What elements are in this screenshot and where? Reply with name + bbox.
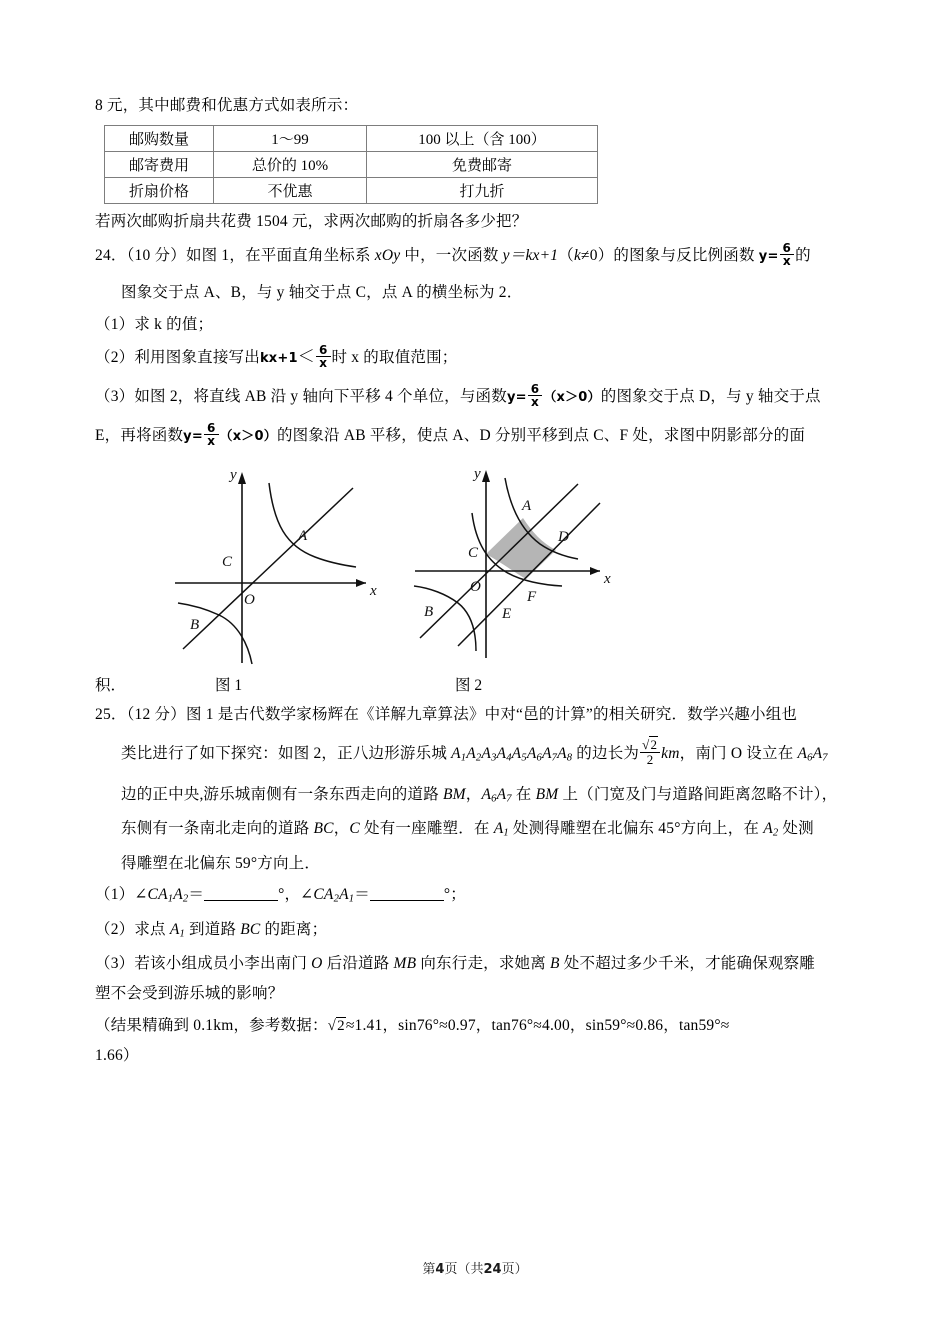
q24-number: 24． <box>95 247 127 264</box>
figure-captions <box>95 673 865 699</box>
q24-sub2-pre: （2）利用图象直接写出 <box>95 349 260 366</box>
table-cell-shipping-label: 邮寄费用 <box>105 152 214 178</box>
fig2-y-arrow-icon <box>482 470 490 482</box>
q24-sub3-l2-y-equals: y= <box>183 429 203 444</box>
fig2-label-b: B <box>424 604 434 620</box>
q25-sub2-point-a1: $A_1$ <box>169 920 185 940</box>
fig2-shaded-region <box>486 518 556 579</box>
q24-sub3-condition: （x＞0） <box>543 390 601 405</box>
answer-blank-1[interactable] <box>204 886 278 901</box>
figure-1-caption: 图 1 <box>215 677 243 694</box>
fig1-line-ab <box>183 488 353 649</box>
fig2-label-origin: O <box>470 579 481 595</box>
carryover-line: 8 元，其中邮费和优惠方式如表所示： <box>95 97 359 114</box>
fig1-label-c: C <box>222 554 233 570</box>
q24-stem-line1 <box>95 242 865 270</box>
table-cell-shipping-range1: 总价的 10% <box>214 152 367 178</box>
q25-note-pre: （结果精确到 0.1km，参考数据： <box>95 1017 328 1035</box>
q25-sub2-road-bc: BC <box>240 920 261 938</box>
q25-fraction-sqrt2-over-2 <box>640 738 660 766</box>
q24-sub3-line3: 积． <box>95 677 127 694</box>
fig1-label-y: y <box>230 467 237 483</box>
table-cell-quantity-label: 邮购数量 <box>105 126 214 152</box>
fig2-label-e: E <box>502 606 512 622</box>
answer-blank-2[interactable] <box>370 886 444 901</box>
q25-sqrt-radicand: 2 <box>650 737 658 752</box>
fig1-hyperbola-branch-negative <box>178 603 252 664</box>
q23-tail-question: 若两次邮购折扇共花费 1504 元，求两次邮购的折扇各多少把？ <box>95 213 528 230</box>
q25-sub3-line1: （3）若该小组成员小李出南门 O 后沿道路 MB 向东行走，求她离 B 处不超过多少千米，才能确保观察雕 <box>95 955 815 973</box>
fig2-line-ef <box>458 503 600 646</box>
q24-function: y＝kx+1 <box>502 247 559 264</box>
q25-point-a1: $A_1$ <box>493 820 509 840</box>
fig2-label-a: A <box>522 498 532 514</box>
q24-sub2-lhs: kx+1 <box>259 351 298 366</box>
fig1-y-arrow-icon <box>238 472 246 484</box>
fig2-line-ab <box>420 484 578 638</box>
q25-note-values: ≈1.41，sin76°≈0.97，tan76°≈4.00，sin59°≈0.86，tan59°≈ <box>345 1017 730 1035</box>
q24-sub3-l2-pre: E，再将函数 <box>95 427 184 444</box>
page-footer <box>0 1258 950 1277</box>
table-cell-quantity-range1: 1～99 <box>214 126 367 152</box>
q25-sub2: （2）求点 $A_1$ 到道路 BC 的距离； <box>95 920 328 940</box>
q25-sqrt2-radicand: 2 <box>337 1018 345 1035</box>
fig2-label-d: D <box>558 529 569 545</box>
fig2-label-f: F <box>527 589 537 605</box>
q24-sub3-y-equals: y= <box>506 390 527 405</box>
q24-sub3-pre: （3）如图 2，将直线 AB 沿 y 轴向下平移 4 个单位，与函数 <box>95 388 507 405</box>
q25-sqrt2-symbol: √2 <box>327 1018 345 1035</box>
figure-1-graph <box>170 458 385 670</box>
table-row <box>105 178 598 204</box>
fee-table <box>104 125 598 204</box>
q25-sub3-gate-o: O <box>311 955 323 973</box>
q25-number: 25． <box>95 706 127 723</box>
q24-stem-d: ≠0）的图象与反比例函数 <box>581 247 759 264</box>
q25-stem-line5: 得雕塑在北偏东 59°方向上． <box>121 855 321 873</box>
q25-sub3-line2: 塑不会受到游乐城的影响？ <box>95 985 284 1003</box>
q24-y-equals: y= <box>758 249 779 264</box>
q25-sub3-road-mb: MB <box>393 955 417 973</box>
footer-prefix: 第 <box>422 1262 436 1277</box>
q25-stem-line1 <box>95 701 865 728</box>
q24-sub3-l2-fraction: $\frac{6}{x}$ <box>204 422 219 448</box>
q25-polygon-vertices: $A_1A_2A_3A_4A_5A_6A_7A_8$ <box>451 745 573 764</box>
fig1-label-origin: O <box>244 592 255 608</box>
q24-sub3-line1 <box>95 383 865 411</box>
q25-note-line2: 1.66） <box>95 1047 139 1065</box>
q25-angle-ca2a1: $CA_2A_1$ <box>313 886 355 905</box>
table-row <box>105 126 598 152</box>
q24-points: （10 分） <box>126 247 186 264</box>
fig1-label-b: B <box>190 617 200 633</box>
fig2-label-y: y <box>474 466 481 482</box>
footer-suffix: 页） <box>501 1262 528 1277</box>
q25-stem-line3: 边的正中央,游乐城南侧有一条东西走向的道路 BM，$A_6A_7$ 在 BM 上（门宽及门与道路间距离忽略不计）， <box>121 785 838 805</box>
q25-stem-line4: 东侧有一条南北走向的道路 BC，C 处有一座雕塑．在 $A_1$ 处测得雕塑在北偏东 45°方向上，在 $A_2$ 处测 <box>121 820 814 840</box>
q24-fraction-6x: $\frac{6}{x}$ <box>780 242 795 268</box>
q25-points: （12 分） <box>126 706 186 723</box>
q25-unit-km: km <box>661 745 680 763</box>
table-cell-price-range2: 打九折 <box>367 178 598 204</box>
q25-edge-a6a7-b: $A_6A_7$ <box>481 785 512 805</box>
q25-point-a2: $A_2$ <box>763 820 779 840</box>
q24-sub3-fraction: $\frac{6}{x}$ <box>528 383 543 409</box>
q24-k-symbol: k <box>573 247 582 264</box>
q25-line2-pre: 类比进行了如下探究：如图 2，正八边形游乐城 <box>121 745 452 763</box>
q24-sub2-post: 时 x 的取值范围； <box>331 349 458 366</box>
q24-sub3-line2 <box>95 422 865 450</box>
fig1-label-x: x <box>370 583 377 599</box>
table-cell-quantity-range2: 100 以上（含 100） <box>367 126 598 152</box>
table-row <box>105 152 598 178</box>
page-content <box>95 92 865 1069</box>
q25-stem-line2 <box>95 738 865 772</box>
q25-note-line1 <box>95 1012 865 1040</box>
q24-stem-e: 的 <box>795 247 811 264</box>
q24-sub2 <box>95 343 865 372</box>
q24-sub3-l2-post: 的图象沿 AB 平移，使点 A、D 分别平移到点 C、F 处，求图中阴影部分的面 <box>276 427 806 444</box>
figure-row <box>95 458 865 673</box>
table-cell-shipping-range2: 免费邮寄 <box>367 152 598 178</box>
q24-stem-line2: 图象交于点 A、B，与 y 轴交于点 C，点 A 的横坐标为 2． <box>121 284 523 301</box>
q24-stem-a: 如图 1，在平面直角坐标系 <box>185 247 375 264</box>
q24-xoy: xOy <box>374 247 401 264</box>
fig1-x-arrow-icon <box>356 579 366 587</box>
q25-angle-ca1a2: $CA_1A_2$ <box>147 886 189 905</box>
q25-road-bm: BM <box>442 785 466 803</box>
fig2-x-arrow-icon <box>590 567 600 575</box>
q24-stem-b: 中，一次函数 <box>400 247 503 264</box>
q25-edge-a6a7: $A_6A_7$ <box>797 745 828 764</box>
figure-2-caption: 图 2 <box>455 677 483 694</box>
q24-sub3-post: 的图象交于点 D，与 y 轴交于点 <box>600 388 821 405</box>
q25-frac-numerator: √2 <box>642 737 658 752</box>
table-cell-price-label: 折扇价格 <box>105 178 214 204</box>
fig2-label-c: C <box>468 545 479 561</box>
q25-sub1: $(1)\angle CA_1A_2=$ °，$\angle CA_2A_1=$ °； <box>95 886 467 905</box>
q25-road-bc: BC <box>313 820 334 838</box>
q25-sub3-point-b: B <box>550 955 560 973</box>
q24-sub3-l2-condition: （x＞0） <box>219 429 277 444</box>
q24-stem-c: （ <box>558 247 574 264</box>
q25-line1-text: 图 1 是古代数学家杨辉在《详解九章算法》中对“邑的计算”的相关研究．数学兴趣小组也 <box>185 706 798 723</box>
table-cell-price-range1: 不优惠 <box>214 178 367 204</box>
q25-line2-post: ，南门 O 设立在 <box>679 745 798 763</box>
q25-road-bm-b: BM <box>535 785 559 803</box>
footer-page-number: 4 <box>435 1262 445 1277</box>
q25-point-c: C <box>349 820 360 838</box>
q25-line2-mid: 的边长为 <box>572 745 640 763</box>
less-than-icon: ＜ <box>297 347 315 366</box>
q25-frac-denominator: 2 <box>640 752 660 767</box>
fig2-label-x: x <box>604 571 611 587</box>
figure-2-graph <box>410 458 635 670</box>
footer-total-pages: 24 <box>483 1262 502 1277</box>
footer-middle: 页（共 <box>444 1262 484 1277</box>
q24-sub2-fraction: $\frac{6}{x}$ <box>316 344 331 370</box>
fig1-label-a: A <box>298 528 308 544</box>
q24-sub1: （1）求 k 的值； <box>95 316 214 333</box>
